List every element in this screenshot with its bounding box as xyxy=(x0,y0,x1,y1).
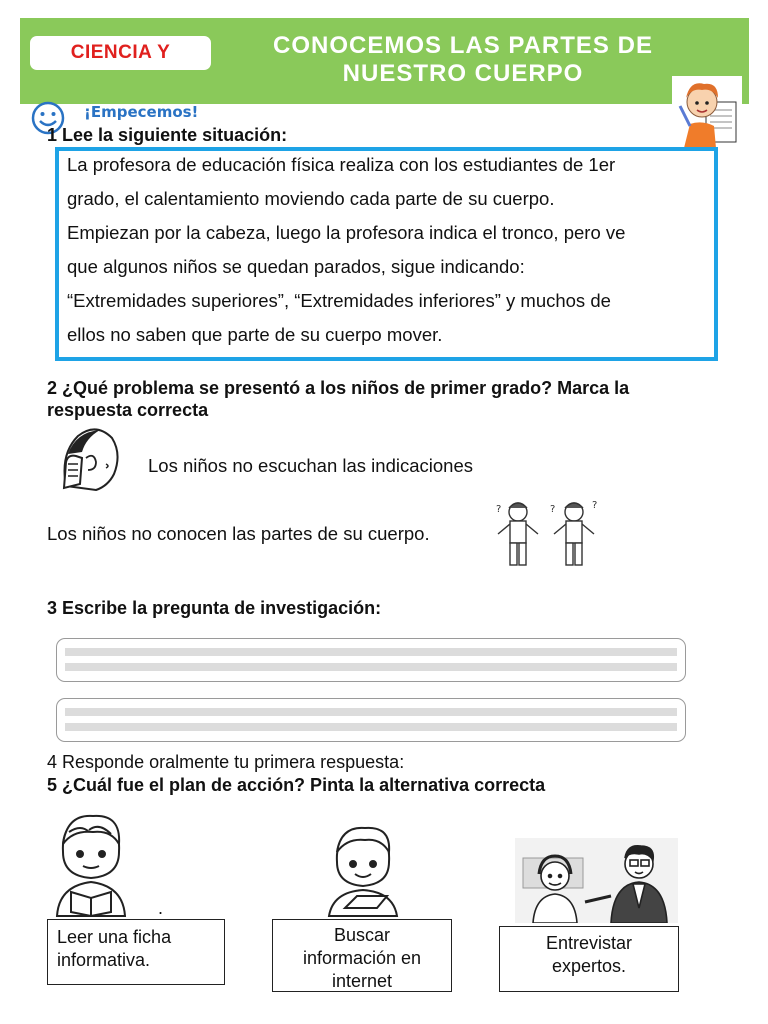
situation-text xyxy=(67,148,707,352)
question-3-number: 3 xyxy=(47,598,58,618)
option-b[interactable]: Los niños no conocen las partes de su cuerpo. xyxy=(47,523,430,544)
choice-2-line-3: internet xyxy=(331,971,393,991)
interview-icon[interactable] xyxy=(515,838,678,923)
kid-reading-icon[interactable] xyxy=(33,812,148,918)
question-4: 4 Responde oralmente tu primera respuesta: xyxy=(47,752,405,772)
kid-writing-icon xyxy=(672,76,742,148)
situation-line: Empiezan por la cabeza, luego la profesora indica el tronco, pero ve xyxy=(67,222,626,243)
subject-badge xyxy=(30,36,211,70)
page-title xyxy=(238,32,688,88)
choice-1-line-1: Leer una ficha xyxy=(57,927,172,947)
choice-1-line-2: informativa. xyxy=(57,950,151,970)
ear-listening-icon[interactable] xyxy=(56,424,122,496)
choice-2-line-1: Buscar xyxy=(333,925,391,945)
situation-line: grado, el calentamiento moviendo cada parte de su cuerpo. xyxy=(67,188,555,209)
start-label: ¡Empecemos! xyxy=(84,103,199,121)
question-3 xyxy=(47,597,381,619)
answer-line-1[interactable] xyxy=(56,638,686,682)
line-band xyxy=(65,723,677,731)
question-1-text: Lee la siguiente situación: xyxy=(62,125,288,145)
confused-kids-icon[interactable] xyxy=(488,498,606,570)
option-a[interactable]: Los niños no escuchan las indicaciones xyxy=(148,455,473,476)
choice-search-internet[interactable] xyxy=(272,919,452,992)
choice-3-line-2: expertos. xyxy=(551,956,627,976)
line-band xyxy=(65,708,677,716)
choice-read-sheet[interactable] xyxy=(47,919,225,985)
title-line-2: NUESTRO CUERPO xyxy=(342,60,584,87)
question-1 xyxy=(47,124,287,146)
svg-text:?: ? xyxy=(496,504,502,515)
question-2-line-1: 2 ¿Qué problema se presentó a los niños de primer grado? Marca la xyxy=(47,378,630,398)
line-band xyxy=(65,663,677,671)
question-1-number: 1 xyxy=(47,125,58,145)
question-5: 5 ¿Cuál fue el plan de acción? Pinta la alternativa correcta xyxy=(47,775,546,795)
line-band xyxy=(65,648,677,656)
svg-text:?: ? xyxy=(592,500,598,511)
situation-line: “Extremidades superiores”, “Extremidades inferiores” y muchos de xyxy=(67,290,611,311)
title-line-1: CONOCEMOS LAS PARTES DE xyxy=(273,32,653,59)
stray-dot: . xyxy=(158,898,164,918)
situation-line: La profesora de educación física realiza con los estudiantes de 1er xyxy=(67,154,616,175)
kid-laptop-icon[interactable] xyxy=(315,822,412,918)
answer-line-2[interactable] xyxy=(56,698,686,742)
svg-text:?: ? xyxy=(550,504,556,515)
choice-2-line-2: información en xyxy=(302,948,422,968)
situation-line: ellos no saben que parte de su cuerpo mover. xyxy=(67,324,443,345)
situation-line: que algunos niños se quedan parados, sigue indicando: xyxy=(67,256,525,277)
question-2-line-2: respuesta correcta xyxy=(47,400,209,420)
subject-label: CIENCIA Y xyxy=(70,42,171,63)
choice-interview-experts[interactable] xyxy=(499,926,679,992)
choice-3-line-1: Entrevistar xyxy=(545,933,633,953)
question-2 xyxy=(47,377,747,421)
question-3-text: Escribe la pregunta de investigación: xyxy=(62,598,382,618)
